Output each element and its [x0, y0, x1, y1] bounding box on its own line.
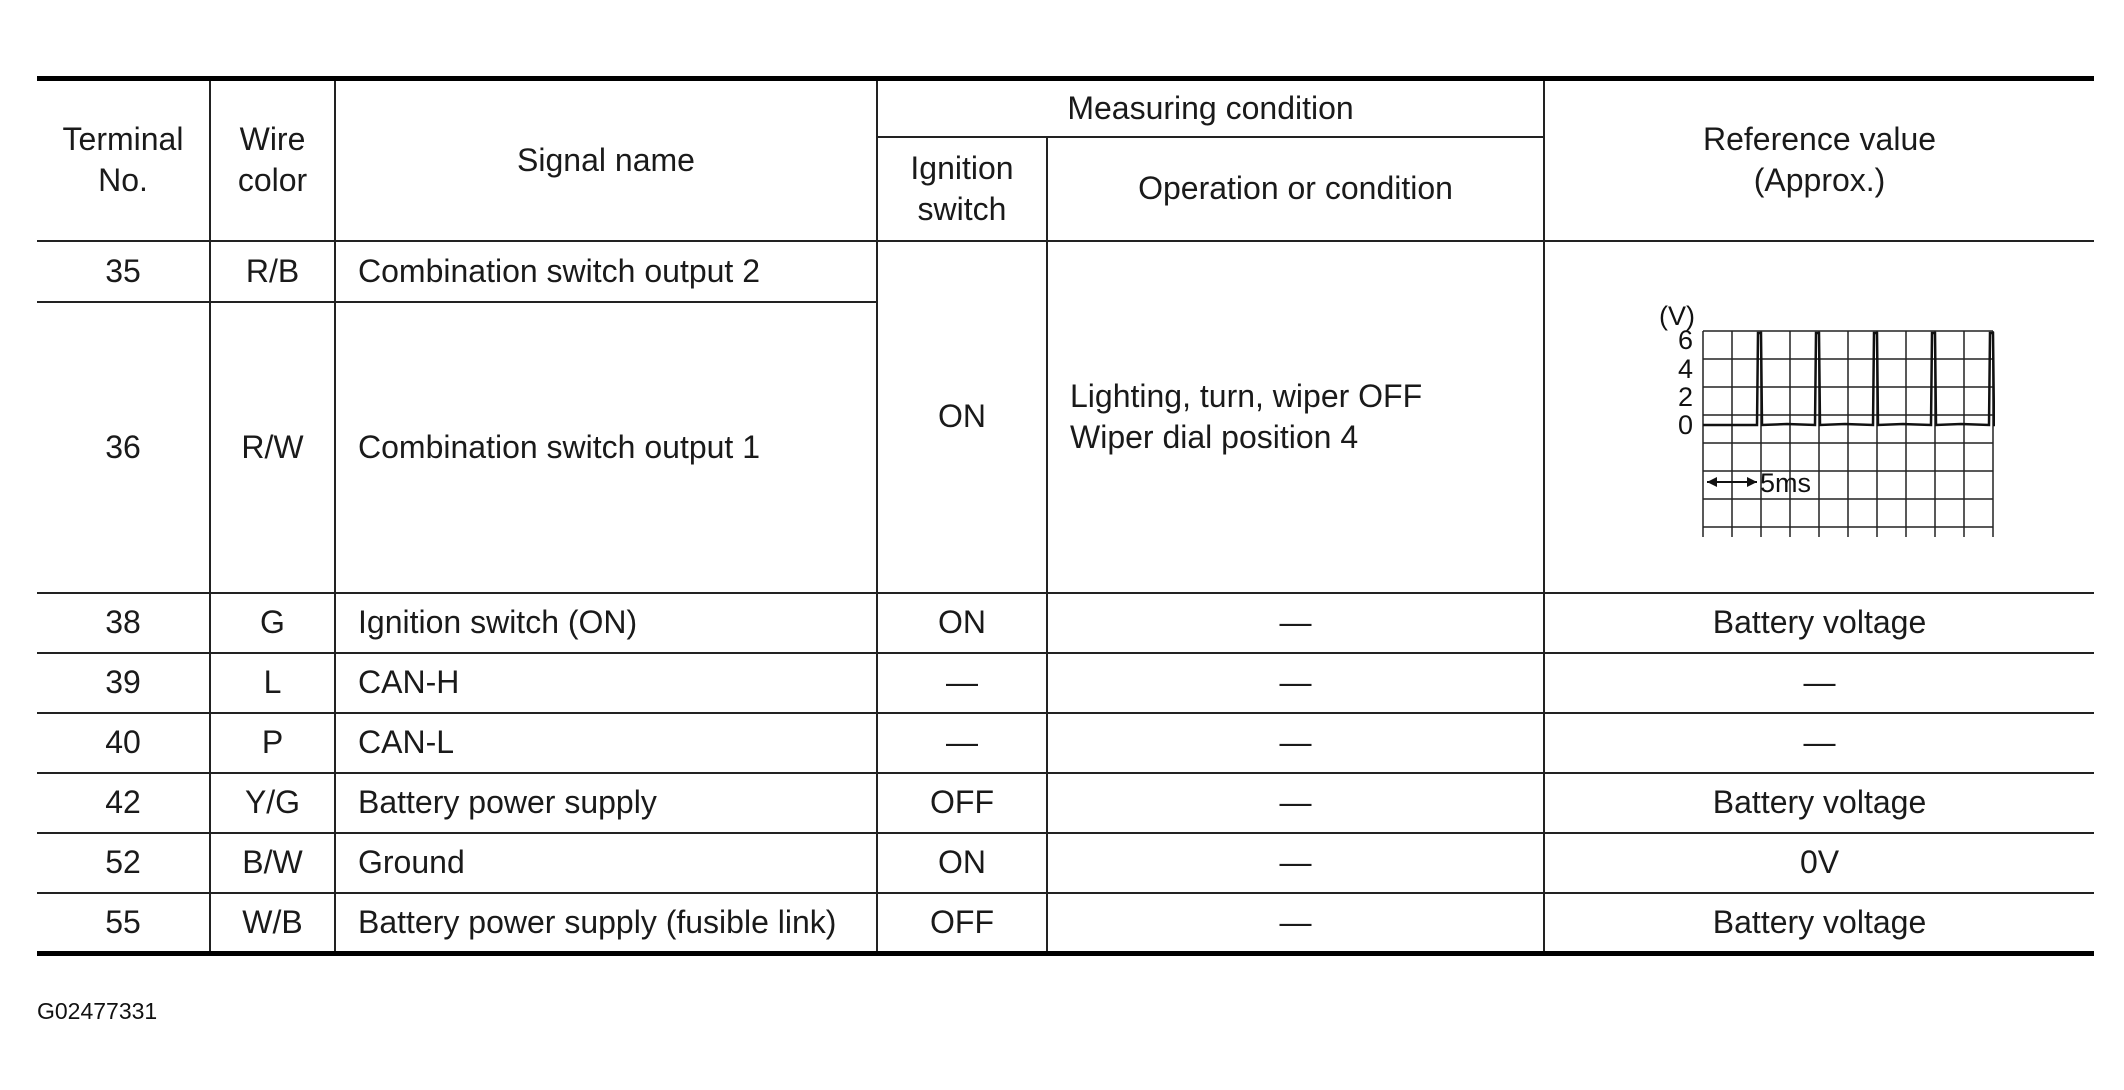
waveform-grid	[1703, 331, 1993, 537]
terminal-cell: 35	[37, 241, 210, 302]
table-row	[37, 593, 2094, 653]
reference-cell: —	[1544, 713, 2094, 773]
waveform-tick-4: 4	[1677, 353, 1693, 384]
terminal-cell: 52	[37, 833, 210, 893]
header-measuring-condition: Measuring condition	[877, 79, 1544, 137]
condition-cell: —	[1047, 713, 1544, 773]
time-scale-label: 5ms	[1759, 467, 1811, 498]
wire-color-cell: R/B	[210, 241, 335, 302]
terminal-cell: 39	[37, 653, 210, 713]
table-row	[37, 653, 2094, 713]
signal-name-cell: Ignition switch (ON)	[335, 593, 877, 653]
condition-cell: —	[1047, 593, 1544, 653]
wire-color-cell: G	[210, 593, 335, 653]
ignition-cell: OFF	[877, 773, 1047, 833]
table-row	[37, 773, 2094, 833]
header-terminal-no: Terminal No.	[37, 79, 210, 241]
terminal-reference-table	[37, 76, 2094, 956]
header-signal-name: Signal name	[335, 79, 877, 241]
reference-cell: —	[1544, 653, 2094, 713]
figure-code: G02477331	[37, 998, 158, 1024]
condition-cell: —	[1047, 833, 1544, 893]
ignition-cell: OFF	[877, 893, 1047, 954]
signal-name-cell: Battery power supply (fusible link)	[335, 893, 877, 954]
signal-name-cell: CAN-H	[335, 653, 877, 713]
table-row	[37, 713, 2094, 773]
signal-name-cell: CAN-L	[335, 713, 877, 773]
reference-cell: Battery voltage	[1544, 593, 2094, 653]
table-row	[37, 241, 2094, 302]
terminal-cell: 55	[37, 893, 210, 954]
signal-name-cell: Combination switch output 2	[335, 241, 877, 302]
terminal-cell: 38	[37, 593, 210, 653]
reference-cell: Battery voltage	[1544, 893, 2094, 954]
wire-color-cell: Y/G	[210, 773, 335, 833]
waveform-graph	[1645, 297, 1995, 537]
ignition-cell: —	[877, 653, 1047, 713]
reference-waveform-cell	[1544, 241, 2094, 593]
table-row	[37, 833, 2094, 893]
condition-cell: —	[1047, 893, 1544, 954]
signal-name-cell: Combination switch output 1	[335, 302, 877, 593]
signal-name-cell: Ground	[335, 833, 877, 893]
header-wire-color: Wire color	[210, 79, 335, 241]
header-operation-condition: Operation or condition	[1047, 137, 1544, 241]
terminal-cell: 42	[37, 773, 210, 833]
header-reference-value: Reference value (Approx.)	[1544, 79, 2094, 241]
terminal-cell: 40	[37, 713, 210, 773]
condition-cell-merged: Lighting, turn, wiper OFF Wiper dial position 4	[1047, 241, 1544, 593]
waveform-tick-0: 0	[1677, 409, 1693, 440]
wire-color-cell: W/B	[210, 893, 335, 954]
reference-cell: 0V	[1544, 833, 2094, 893]
ignition-cell: ON	[877, 593, 1047, 653]
wire-color-cell: L	[210, 653, 335, 713]
condition-cell: —	[1047, 773, 1544, 833]
table-row	[37, 893, 2094, 954]
waveform-unit: (V)	[1658, 300, 1695, 331]
wire-color-cell: B/W	[210, 833, 335, 893]
signal-name-cell: Battery power supply	[335, 773, 877, 833]
header-ignition-switch: Ignition switch	[877, 137, 1047, 241]
waveform-tick-6: 6	[1677, 324, 1693, 355]
terminal-cell: 36	[37, 302, 210, 593]
condition-cell: —	[1047, 653, 1544, 713]
ignition-cell: ON	[877, 833, 1047, 893]
ignition-cell: —	[877, 713, 1047, 773]
reference-cell: Battery voltage	[1544, 773, 2094, 833]
wire-color-cell: P	[210, 713, 335, 773]
waveform-tick-2: 2	[1677, 381, 1693, 412]
ignition-cell-merged: ON	[877, 241, 1047, 593]
wire-color-cell: R/W	[210, 302, 335, 593]
